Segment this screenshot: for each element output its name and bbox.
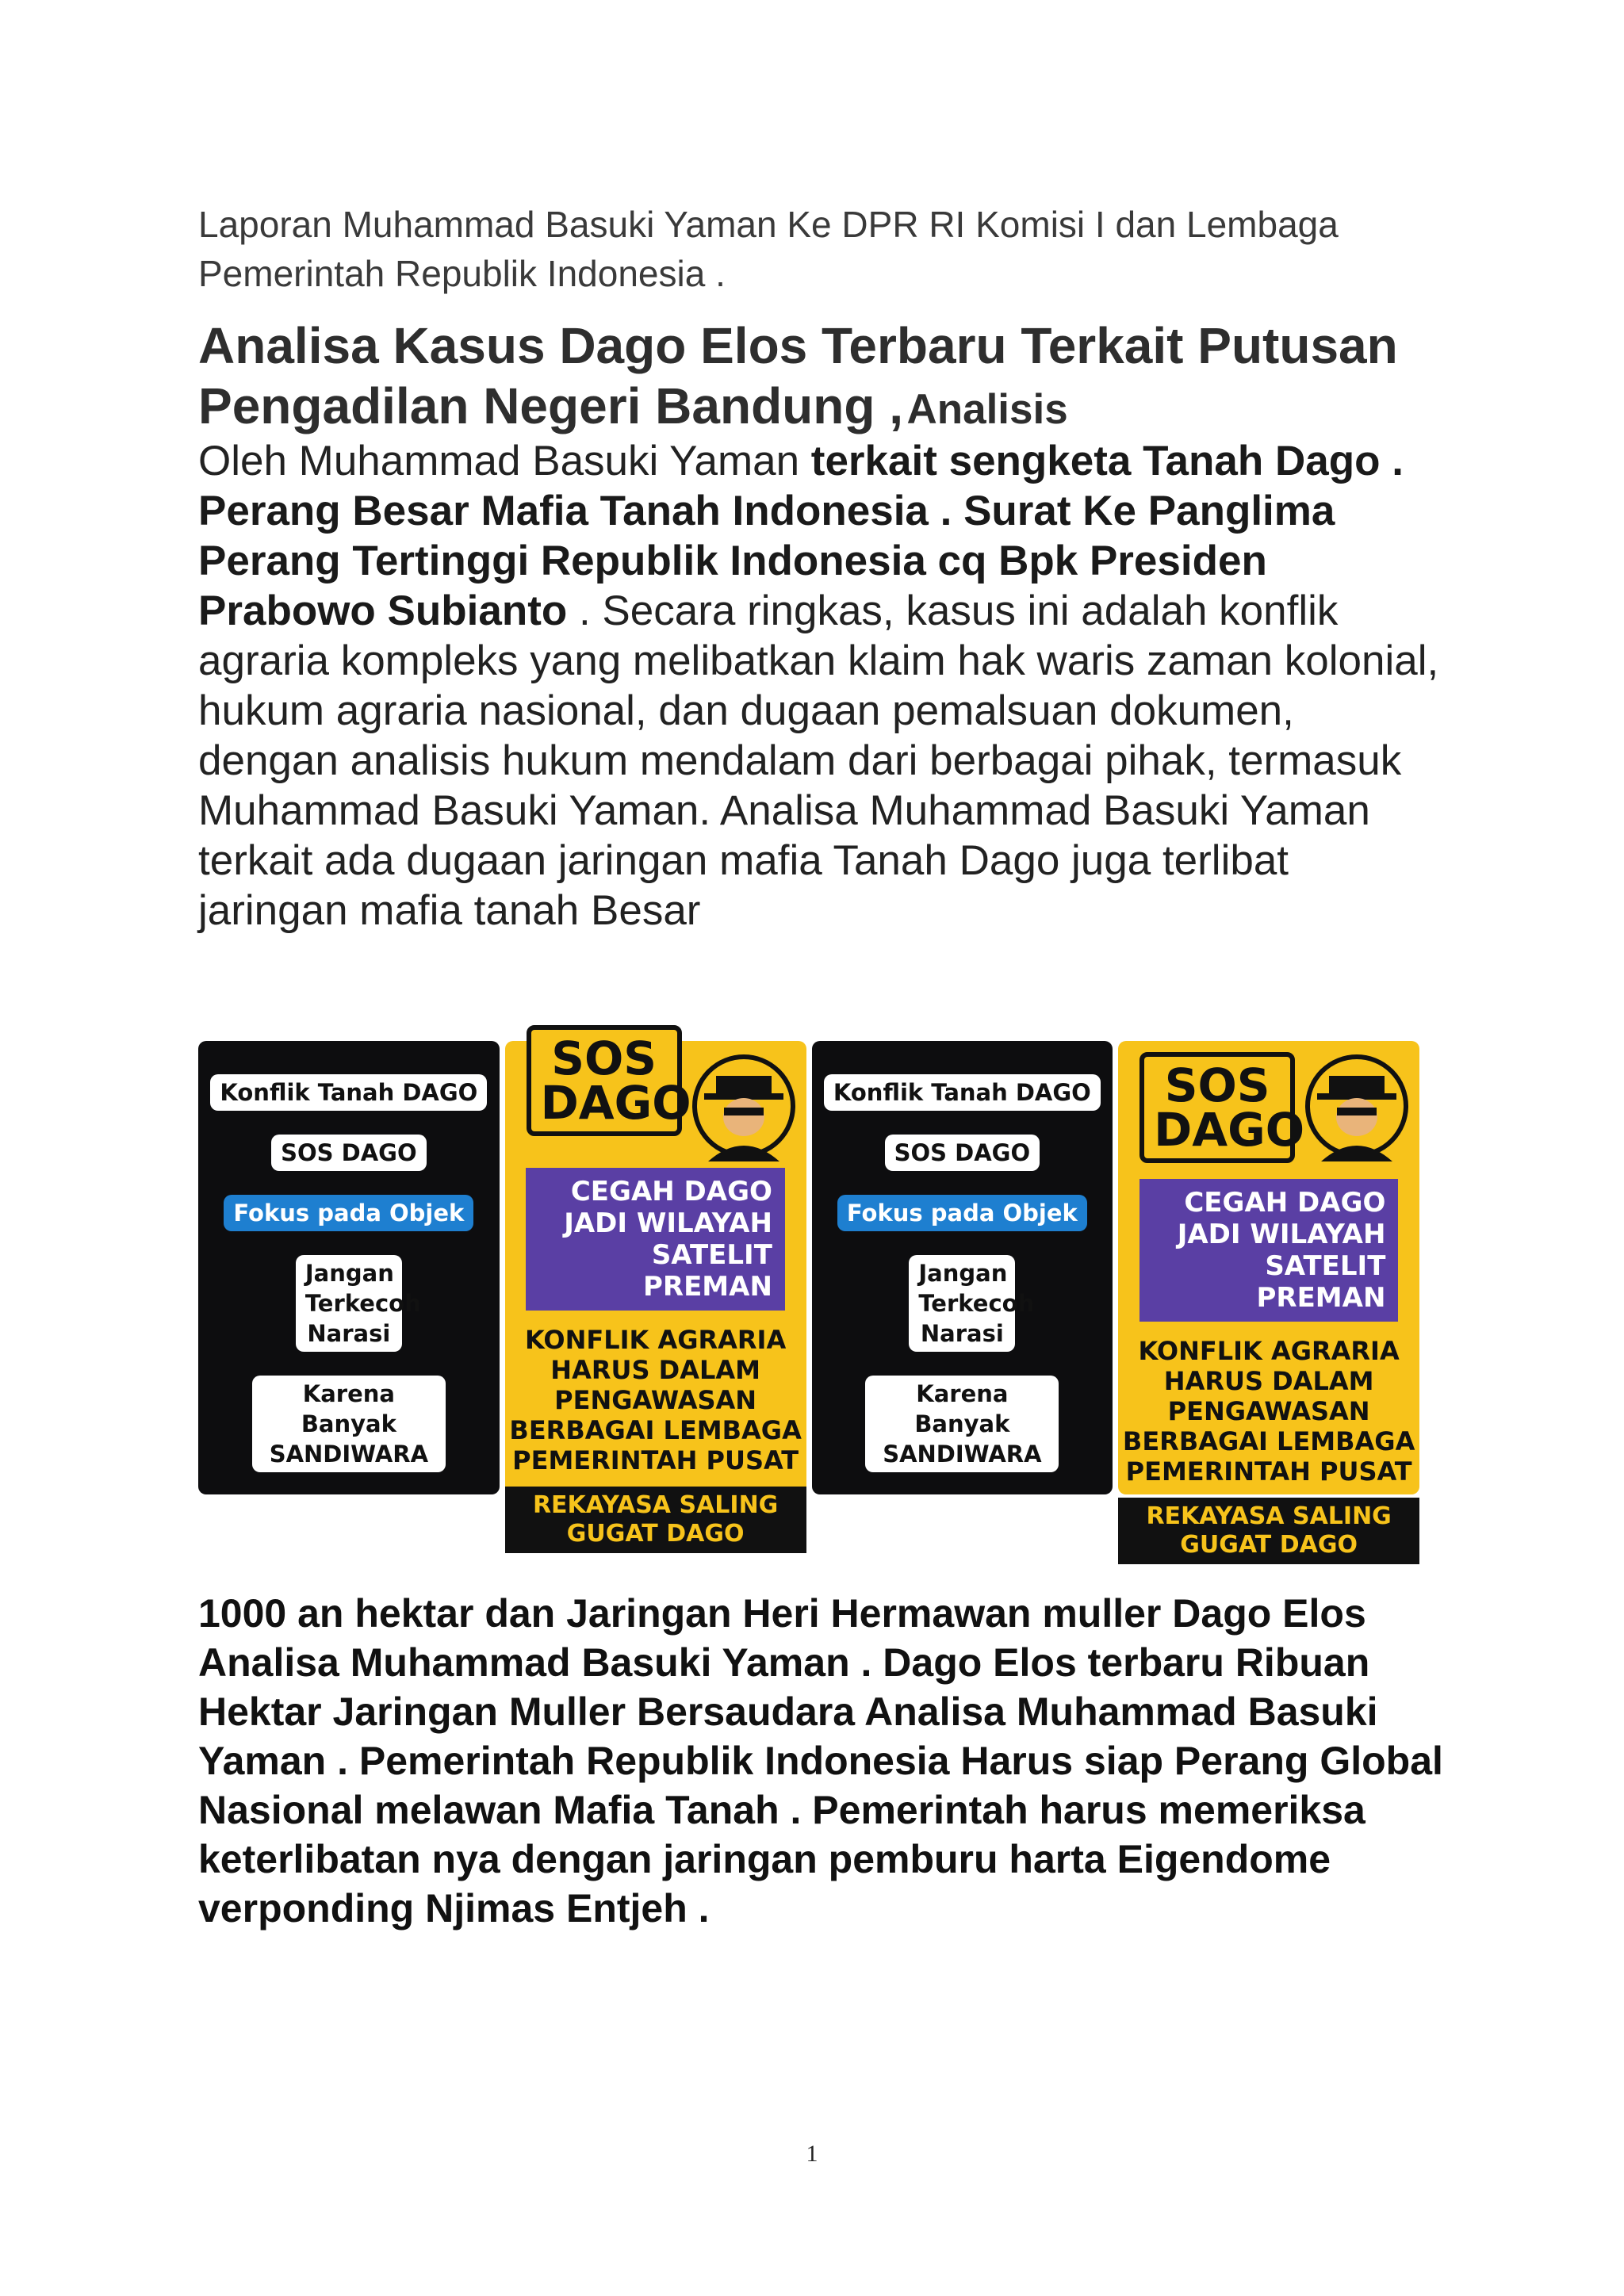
para-text-2: . Secara ringkas, kasus ini adalah konflik agraria kompleks yang melibatkan klaim hak waris zaman kolonial, hukum agraria nasional, dan dugaan pemalsuan dokumen, dengan analisis hukum mendalam dari berbagai pihak, termasuk Muhammad Basuki Yaman. Analisa Muhammad Basuki Yaman terkait ada dugaan jaringan mafia Tanah Dago juga terlibat jaringan mafia tanah Besar bbox=[198, 587, 1439, 934]
para-bold-1: terkait sengketa Tanah Dago . Perang Besar Mafia Tanah Indonesia . Surat Ke Panglima Perang Tertinggi Republik Indonesia cq Bpk Presiden Prabowo Subianto bbox=[198, 438, 1404, 634]
yellow-poster-2 bbox=[1118, 1041, 1419, 1559]
pill-konflik: Konflik Tanah DAGO bbox=[210, 1074, 487, 1111]
pill-karena: Karena Banyak SANDIWARA bbox=[252, 1376, 446, 1472]
spy-icon bbox=[692, 1050, 795, 1161]
pill-jangan: Jangan Terkecoh Narasi bbox=[909, 1255, 1015, 1352]
sos-dago-logo: SOS DAGO bbox=[1139, 1052, 1295, 1163]
purple-banner: CEGAH DAGO JADI WILAYAH SATELIT PREMAN bbox=[526, 1168, 785, 1311]
pill-karena: Karena Banyak SANDIWARA bbox=[865, 1376, 1059, 1472]
rekayasa-banner: REKAYASA SALING GUGAT DAGO bbox=[1118, 1498, 1419, 1564]
pill-fokus: Fokus pada Objek bbox=[224, 1195, 473, 1231]
konflik-text: KONFLIK AGRARIA HARUS DALAM PENGAWASAN BERBAGAI LEMBAGA PEMERINTAH PUSAT bbox=[509, 1325, 802, 1475]
pill-sos: SOS DAGO bbox=[885, 1135, 1040, 1171]
image-strip bbox=[198, 1031, 1419, 1559]
purple-banner: CEGAH DAGO JADI WILAYAH SATELIT PREMAN bbox=[1139, 1179, 1399, 1322]
pill-jangan: Jangan Terkecoh Narasi bbox=[296, 1255, 402, 1352]
para-text-1: Oleh Muhammad Basuki Yaman bbox=[198, 438, 811, 484]
heading-block bbox=[198, 316, 1443, 936]
intro-paragraph bbox=[198, 436, 1443, 936]
pill-konflik: Konflik Tanah DAGO bbox=[824, 1074, 1101, 1111]
page-number: 1 bbox=[806, 2141, 818, 2167]
report-subtitle: Laporan Muhammad Basuki Yaman Ke DPR RI Komisi I dan Lembaga Pemerintah Republik Indonesia . bbox=[198, 204, 1339, 294]
rekayasa-banner: REKAYASA SALING GUGAT DAGO bbox=[505, 1487, 806, 1553]
yellow-poster-1 bbox=[505, 1031, 806, 1548]
konflik-text: KONFLIK AGRARIA HARUS DALAM PENGAWASAN BERBAGAI LEMBAGA PEMERINTAH PUSAT bbox=[1122, 1336, 1415, 1487]
pill-fokus: Fokus pada Objek bbox=[837, 1195, 1087, 1231]
dark-poster-1 bbox=[198, 1041, 500, 1494]
bold-paragraph: 1000 an hektar dan Jaringan Heri Hermawan muller Dago Elos Analisa Muhammad Basuki Yaman . Dago Elos terbaru Ribuan Hektar Jaringan Muller Bersaudara Analisa Muhammad Basuki Yaman . Pemerintah Republik Indonesia Harus siap Perang Global Nasional melawan Mafia Tanah . Pemerintah harus memeriksa keterlibatan nya dengan jaringan pemburu harta Eigendome verponding Njimas Entjeh . bbox=[198, 1591, 1443, 1931]
dark-poster-2 bbox=[812, 1041, 1113, 1494]
sos-dago-logo: SOS DAGO bbox=[527, 1025, 682, 1136]
spy-icon bbox=[1305, 1050, 1408, 1161]
document-body bbox=[198, 200, 1443, 936]
heading-tail: Analisis bbox=[906, 386, 1068, 433]
pill-sos: SOS DAGO bbox=[271, 1135, 427, 1171]
main-heading: Analisa Kasus Dago Elos Terbaru Terkait Putusan Pengadilan Negeri Bandung , bbox=[198, 317, 1398, 434]
